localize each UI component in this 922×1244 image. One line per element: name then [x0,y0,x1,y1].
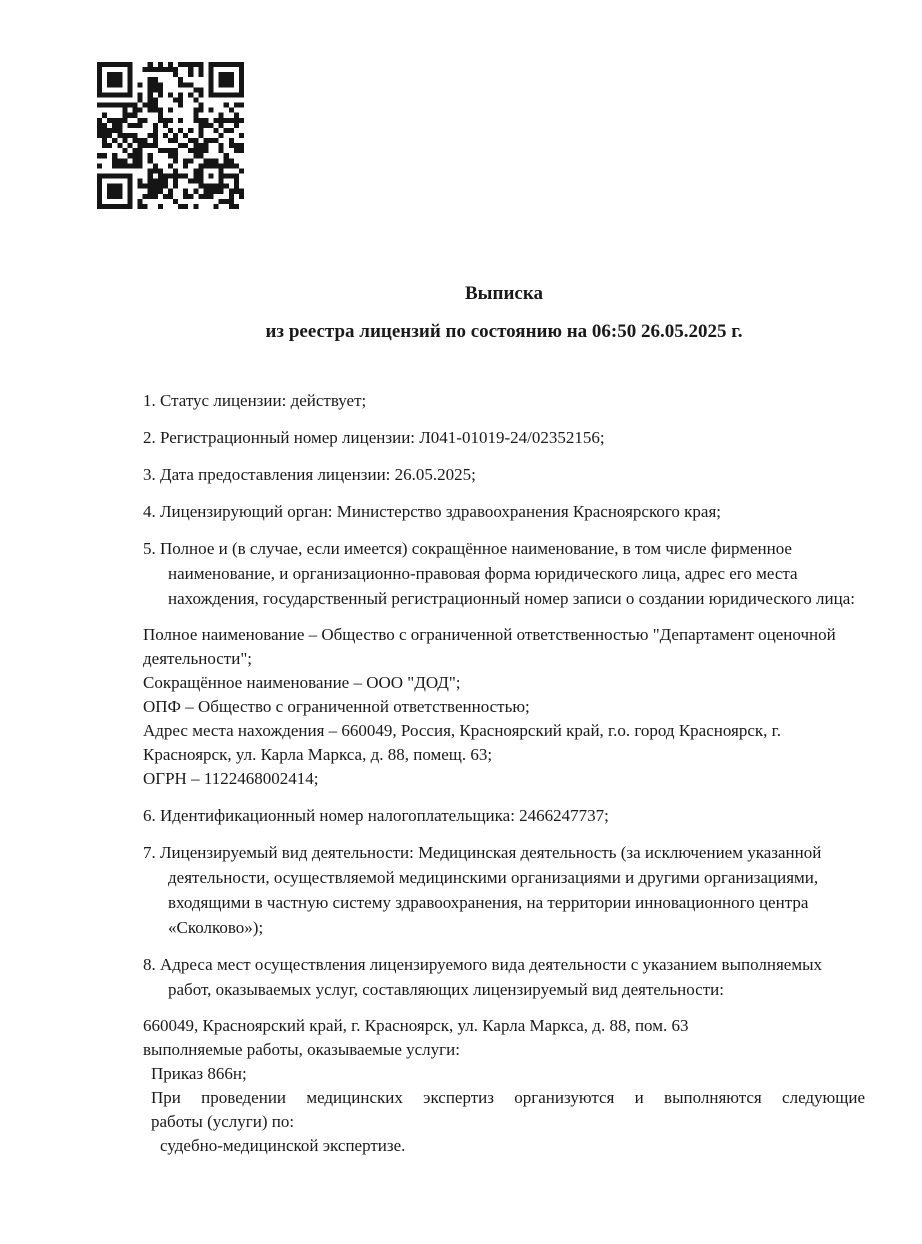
item-name-and-legal-form [143,536,865,611]
item-number: 4. [143,502,156,521]
document-subtitle: из реестра лицензий по состоянию на 06:50 26.05.2025 г. [265,321,743,342]
item-text: Полное и (в случае, если имеется) сокращённое наименование, в том числе фирменное наименование, и организационно-правовая форма юридического лица, адрес его места нахождения, государственный регистрационный номер записи о создании юридического лица: [160,539,856,608]
forensic-expertise-item: судебно-медицинской экспертизе. [160,1136,406,1155]
item-number: 3. [143,465,156,484]
item-grant-date [143,462,865,487]
item-number: 2. [143,428,156,447]
item-taxpayer-number [143,803,865,828]
org-legal-form-line: ОПФ – Общество с ограниченной ответственностью; [143,697,530,716]
item-licensing-authority [143,499,865,524]
address-block [143,1014,865,1158]
item-text: Статус лицензии: действует; [160,391,367,410]
org-full-name-line: Полное наименование – Общество с ограниченной ответственностью "Департамент оценочной деятельности"; [143,625,836,668]
item-number: 5. [143,539,156,558]
qr-code-icon [97,62,244,209]
item-text: Идентификационный номер налогоплательщика: 2466247737; [160,806,609,825]
item-licensed-activity [143,840,865,940]
document-title: Выписка [465,283,543,304]
item-number: 6. [143,806,156,825]
works-services-label: выполняемые работы, оказываемые услуги: [143,1040,460,1059]
expertise-intro-line: При проведении медицинских экспертиз организуются и выполняются следующие [151,1088,865,1107]
org-ogrn-line: ОГРН – 1122468002414; [143,769,319,788]
item-license-status [143,388,865,413]
expertise-intro-continuation: работы (услуги) по: [151,1112,295,1131]
item-number: 7. [143,843,156,862]
item-text: Лицензирующий орган: Министерство здравоохранения Красноярского края; [160,502,721,521]
item-number: 8. [143,955,156,974]
item-registration-number [143,425,865,450]
item-number: 1. [143,391,156,410]
item-text: Дата предоставления лицензии: 26.05.2025; [160,465,476,484]
org-address-line: Адрес места нахождения – 660049, Россия, Красноярский край, г.о. город Красноярск, г. Красноярск, ул. Карла Маркса, д. 88, помещ. 63; [143,721,781,764]
document-content [143,282,865,1170]
item-activity-addresses [143,952,865,1002]
item-text: Адреса мест осуществления лицензируемого вида деятельности с указанием выполняемых работ, оказываемых услуг, составляющих лицензируемый вид деятельности: [160,955,822,999]
activity-address-line: 660049, Красноярский край, г. Красноярск, ул. Карла Маркса, д. 88, пом. 63 [143,1016,689,1035]
item-text: Регистрационный номер лицензии: Л041-01019-24/02352156; [160,428,605,447]
item-text: Лицензируемый вид деятельности: Медицинская деятельность (за исключением указанной деятельности, осуществляемой медицинскими организациями и другими организациями, входящими в частную систему здравоохранения, на территории инновационного центра «Сколково»); [160,843,822,937]
order-866n-line: Приказ 866н; [151,1064,247,1083]
org-short-name-line: Сокращённое наименование – ООО "ДОД"; [143,673,461,692]
organization-block [143,623,865,791]
